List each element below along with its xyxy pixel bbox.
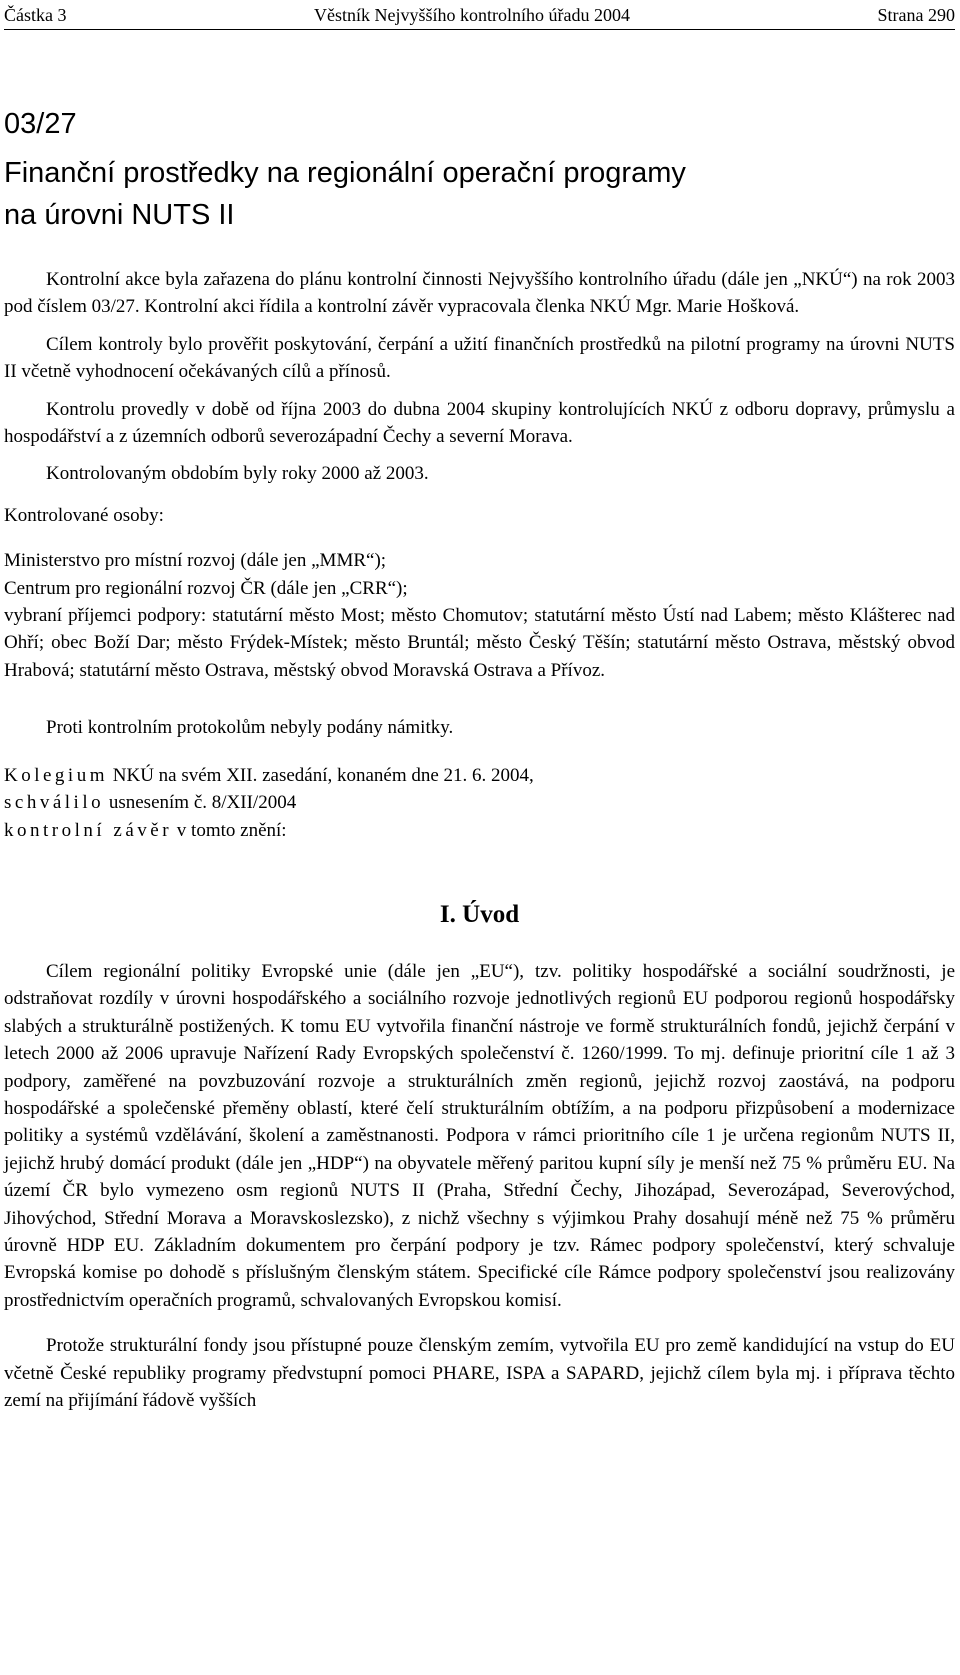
kolegium-text: NKÚ na svém XII. zasedání, konaném dne 21. 6. 2004, [108, 764, 534, 786]
zaver-word: kontrolní závěr [4, 819, 173, 841]
document-title [4, 152, 955, 236]
document-body [4, 266, 955, 1414]
kolegium-word: Kolegium [4, 764, 108, 786]
paragraph-objections: Proti kontrolním protokolům nebyly podány námitky. [46, 717, 454, 739]
schvalilo-text: usnesením č. 8/XII/2004 [104, 792, 297, 814]
paragraph-goal: Cílem kontroly bylo prověřit poskytování, čerpání a užití finančních prostředků na pilotní programy na úrovni NUTS II včetně vyhodnocení očekávaných cílů a přínosů. [4, 333, 955, 383]
entity-mmr: Ministerstvo pro místní rozvoj (dále jen „MMR“); [4, 550, 387, 572]
page-header [4, 0, 955, 30]
paragraph-period: Kontrolovaným obdobím byly roky 2000 až 2003. [46, 463, 429, 485]
approval-line-schvalilo [4, 789, 955, 816]
header-journal-title: Věstník Nejvyššího kontrolního úřadu 2004 [314, 5, 630, 25]
entity-crr: Centrum pro regionální rozvoj ČR (dále jen „CRR“); [4, 577, 408, 599]
paragraph-intro: Kontrolní akce byla zařazena do plánu kontrolní činnosti Nejvyššího kontrolního úřadu (dále jen „NKÚ“) na rok 2003 pod číslem 03/27. Kontrolní akci řídila a kontrolní závěr vypracovala členka NKÚ Mgr. Marie Hošková. [4, 269, 955, 318]
title-line-1: Finanční prostředky na regionální operační programy [4, 157, 686, 189]
approval-line-kolegium [4, 762, 955, 789]
document-number: 03/27 [4, 108, 77, 140]
zaver-text: v tomto znění: [172, 819, 287, 841]
approval-line-zaver [4, 817, 955, 844]
section-paragraph-1: Cílem regionální politiky Evropské unie (dále jen „EU“), tzv. politiky hospodářské a sociální soudržnosti, je odstraňovat rozdíly v úrovni hospodářského a sociálního rozvoje jednotlivých regionů EU podporou regionů hospodářsky slabých a strukturálně postižených. K tomu EU vytvořila finanční nástroje ve formě strukturálních fondů, jejichž čerpání v letech 2000 až 2006 upravuje Nařízení Rady Evropských společenství č. 1260/1999. To mj. definuje prioritní cíle 1 až 3 podpory, zaměřené na povzbuzování rozvoje a strukturálních změn regionů, jejichž rozvoj zaostává, na podporu hospodářské a společenské přeměny oblastí, které čelí strukturálním obtížím, a na podporu přizpůsobení a modernizace politiky a systémů vzdělávání, školení a zaměstnanosti. Podpora v rámci prioritního cíle 1 je určena regionům NUTS II, jejichž hrubý domácí produkt (dále jen „HDP“) na obyvatele měřený paritou kupní síly je menší než 75 % průměru EU. Na území ČR bylo vymezeno osm regionů NUTS II (Praha, Střední Čechy, Jihozápad, Severozápad, Severovýchod, Jihovýchod, Střední Morava a Moravskoslezsko), z nichž všechny s výjimkou Prahy dosahují méně než 75 % průměru úrovně HDP EU. Základním dokumentem pro čerpání podpory je tzv. Rámec podpory společenství, který schvaluje Evropská komise po dohodě s příslušným členským státem. Specifické cíle Rámce podpory společenství jsou realizovány prostřednictvím operačních programů, schvalovaných Evropskou komisí. [4, 960, 955, 1311]
schvalilo-word: schválilo [4, 792, 105, 814]
header-page-number: Strana 290 [877, 5, 955, 25]
header-issue: Částka 3 [4, 5, 67, 25]
audited-entities-label: Kontrolované osoby: [4, 504, 164, 526]
audited-entities-list [4, 547, 955, 684]
paragraph-executors: Kontrolu provedly v době od října 2003 do dubna 2004 skupiny kontrolujících NKÚ z odboru dopravy, průmyslu a hospodářství a z územních odborů severozápadní Čechy a severní Morava. [4, 398, 955, 448]
section-paragraph-2: Protože strukturální fondy jsou přístupné pouze členským zemím, vytvořila EU pro země kandidující na vstup do EU včetně České republiky programy předvstupní pomoci PHARE, ISPA a SAPARD, jejichž cílem byla mj. i příprava těchto zemí na přijímání řádově vyšších [4, 1335, 955, 1411]
approval-block [4, 762, 955, 844]
title-line-2: na úrovni NUTS II [4, 199, 235, 231]
section-heading-intro: I. Úvod [439, 900, 520, 928]
entity-recipients: vybraní příjemci podpory: statutární město Most; město Chomutov; statutární město Ústí nad Labem; město Klášterec nad Ohří; obec Boží Dar; město Frýdek-Místek; město Bruntál; město Český Těšín; statutární město Ostrava, městský obvod Hrabová; statutární město Ostrava, městský obvod Moravská Ostrava a Přívoz. [4, 605, 955, 681]
